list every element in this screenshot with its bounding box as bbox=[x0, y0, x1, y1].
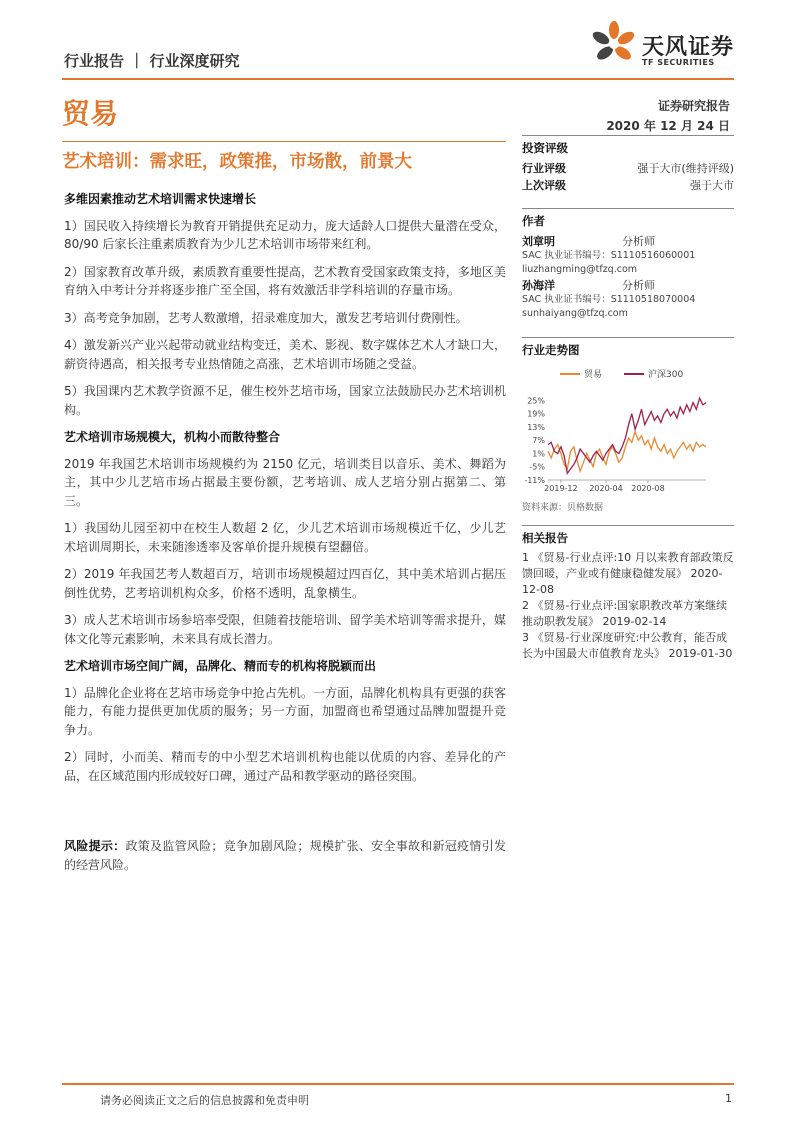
main-body bbox=[64, 190, 506, 883]
report-date: 2020 年 12 月 24 日 bbox=[606, 119, 730, 133]
trend-title: 行业走势图 bbox=[522, 343, 580, 357]
paragraph: 1）品牌化企业将在艺培市场竞争中抢占先机。一方面，品牌化机构具有更强的获客能力，有能力提供更加优质的服务；另一方面，加盟商也希望通过品牌加盟提升竞争力。 bbox=[64, 685, 506, 737]
sidebar-divider bbox=[522, 337, 734, 338]
series-line-hs300 bbox=[548, 398, 706, 473]
rating-row bbox=[522, 160, 734, 177]
paragraph: 2）同时，小而美、精而专的中小型艺术培训机构也能以优质的内容、差异化的产品，在区域范围内形成较好口碑，通过产品和教学驱动的路径突围。 bbox=[64, 750, 506, 783]
legend-label: 贸易 bbox=[584, 370, 603, 380]
risk-warning bbox=[64, 837, 506, 874]
sidebar-divider bbox=[522, 525, 734, 526]
y-tick-label: 19% bbox=[527, 409, 545, 419]
paragraph: 3）高考竞争加剧，艺考人数激增，招录难度加大，激发艺考培训付费刚性。 bbox=[64, 310, 468, 325]
sector-title: 贸易 bbox=[62, 97, 119, 130]
trend-chart bbox=[522, 362, 734, 498]
paragraph: 1）国民收入持续增长为教育开销提供充足动力，庞大适龄人口提供大量潜在受众，80/90 后家长注重素质教育为少儿艺术培训市场带来红利。 bbox=[64, 218, 506, 251]
trend-chart-svg bbox=[522, 362, 734, 498]
rating-title: 投资评级 bbox=[522, 141, 568, 155]
header-divider bbox=[62, 78, 734, 80]
y-tick-label: 13% bbox=[527, 422, 545, 432]
author-name: 孙海洋 bbox=[522, 279, 555, 292]
y-tick-label: 7% bbox=[532, 436, 545, 446]
report-type-label: 行业报告 ｜ 行业深度研究 bbox=[64, 52, 240, 70]
paragraph: 2）2019 年我国艺考人数超百万，培训市场规模超过四百亿，其中美术培训占据压倒性优势，艺考培训机构众多，价格不透明，乱象横生。 bbox=[64, 567, 506, 600]
related-report-item[interactable]: 2 《贸易-行业点评:国家职教改革方案继续推动职教发展》 2019-02-14 bbox=[522, 599, 728, 628]
legend-label: 沪深300 bbox=[648, 370, 684, 380]
logo-text-cn: 天风证券 bbox=[642, 35, 735, 60]
paragraph: 5）我国课内艺术教学资源不足，催生校外艺培市场，国家立法鼓励民办艺术培训机构。 bbox=[64, 384, 506, 417]
paragraph: 2019 年我国艺术培训市场规模约为 2150 亿元，培训类目以音乐、美术、舞蹈为主，其中少儿艺培市场占据最主要份额，艺考培训、成人艺培分别占据第二、第三。 bbox=[64, 456, 506, 508]
related-report-item[interactable]: 1 《贸易-行业点评:10 月以来教育部政策反馈回暖，产业或有健康稳健发展》 2020-12-08 bbox=[522, 551, 734, 596]
report-kind: 证券研究报告 bbox=[657, 99, 730, 113]
logo-flower-icon bbox=[590, 20, 638, 68]
sidebar-divider bbox=[522, 208, 734, 209]
chart-source: 资料来源：贝格数据 bbox=[522, 503, 604, 513]
headline-divider bbox=[62, 141, 506, 142]
logo-text-en: TF SECURITIES bbox=[642, 58, 715, 67]
author-name: 刘章明 bbox=[522, 235, 555, 248]
author-entry bbox=[522, 233, 734, 277]
x-tick-label: 2020-04 bbox=[589, 484, 623, 493]
y-tick-label: 25% bbox=[527, 396, 545, 406]
author-entry bbox=[522, 277, 734, 321]
sidebar-divider bbox=[522, 135, 734, 136]
footer-divider bbox=[62, 1083, 734, 1085]
x-tick-label: 2020-08 bbox=[631, 484, 665, 493]
risk-label: 风险提示： bbox=[64, 839, 126, 853]
y-tick-label: -11% bbox=[524, 476, 545, 485]
rating-value: 强于大市 bbox=[690, 179, 734, 192]
author-role: 分析师 bbox=[622, 235, 655, 248]
author-cert: SAC 执业证书编号：S1110516060001 bbox=[522, 250, 696, 261]
related-title: 相关报告 bbox=[522, 531, 568, 545]
page-number: 1 bbox=[725, 1092, 732, 1105]
author-email[interactable]: sunhaiyang@tfzq.com bbox=[522, 308, 628, 319]
y-tick-label: 1% bbox=[532, 449, 545, 459]
author-cert: SAC 执业证书编号：S1110518070004 bbox=[522, 294, 696, 305]
series-line-trade bbox=[548, 431, 706, 471]
author-role: 分析师 bbox=[622, 279, 655, 292]
rating-label: 上次评级 bbox=[522, 179, 566, 192]
x-tick-label: 2019-12 bbox=[544, 484, 578, 493]
author-email[interactable]: liuzhangming@tfzq.com bbox=[522, 264, 638, 275]
sidebar bbox=[522, 135, 734, 662]
rating-value: 强于大市(维持评级) bbox=[637, 162, 734, 175]
y-tick-label: -5% bbox=[529, 462, 545, 472]
paragraph: 3）成人艺术培训市场参培率受限，但随着技能培训、留学美术培训等需求提升，媒体文化等元素影响，未来具有成长潜力。 bbox=[64, 613, 506, 646]
rating-label: 行业评级 bbox=[522, 162, 566, 175]
risk-text: 政策及监管风险；竞争加剧风险；规模扩张、安全事故和新冠疫情引发的经营风险。 bbox=[64, 839, 506, 872]
footer-disclaimer: 请务必阅读正文之后的信息披露和免责申明 bbox=[100, 1094, 309, 1107]
company-logo bbox=[590, 20, 740, 72]
section-heading: 多维因素推动艺术培训需求快速增长 bbox=[64, 192, 257, 206]
authors-title: 作者 bbox=[522, 214, 545, 228]
section-heading: 艺术培训市场空间广阔，品牌化、精而专的机构将脱颖而出 bbox=[64, 659, 377, 673]
paragraph: 4）激发新兴产业兴起带动就业结构变迁，美术、影视、数字媒体艺术人才缺口大，薪资待遇高，相关报考专业热情随之高涨，艺术培训市场随之受益。 bbox=[64, 338, 506, 371]
paragraph: 1）我国幼儿园至初中在校生人数超 2 亿，少儿艺术培训市场规模近千亿，少儿艺术培训周期长，未来随渗透率及客单价提升规模有望翻倍。 bbox=[64, 521, 506, 554]
report-headline: 艺术培训：需求旺，政策推，市场散，前景大 bbox=[62, 152, 412, 172]
related-report-item[interactable]: 3 《贸易-行业深度研究:中公教育，能否成长为中国最大市值教育龙头》 2019-01-30 bbox=[522, 631, 733, 660]
rating-row bbox=[522, 177, 734, 194]
section-heading: 艺术培训市场规模大，机构小而散待整合 bbox=[64, 430, 281, 444]
paragraph: 2）国家教育改革升级，素质教育重要性提高，艺术教育受国家政策支持，多地区美育纳入中考计分并将逐步推广至全国，将有效激活非学科培训的存量市场。 bbox=[64, 264, 506, 297]
